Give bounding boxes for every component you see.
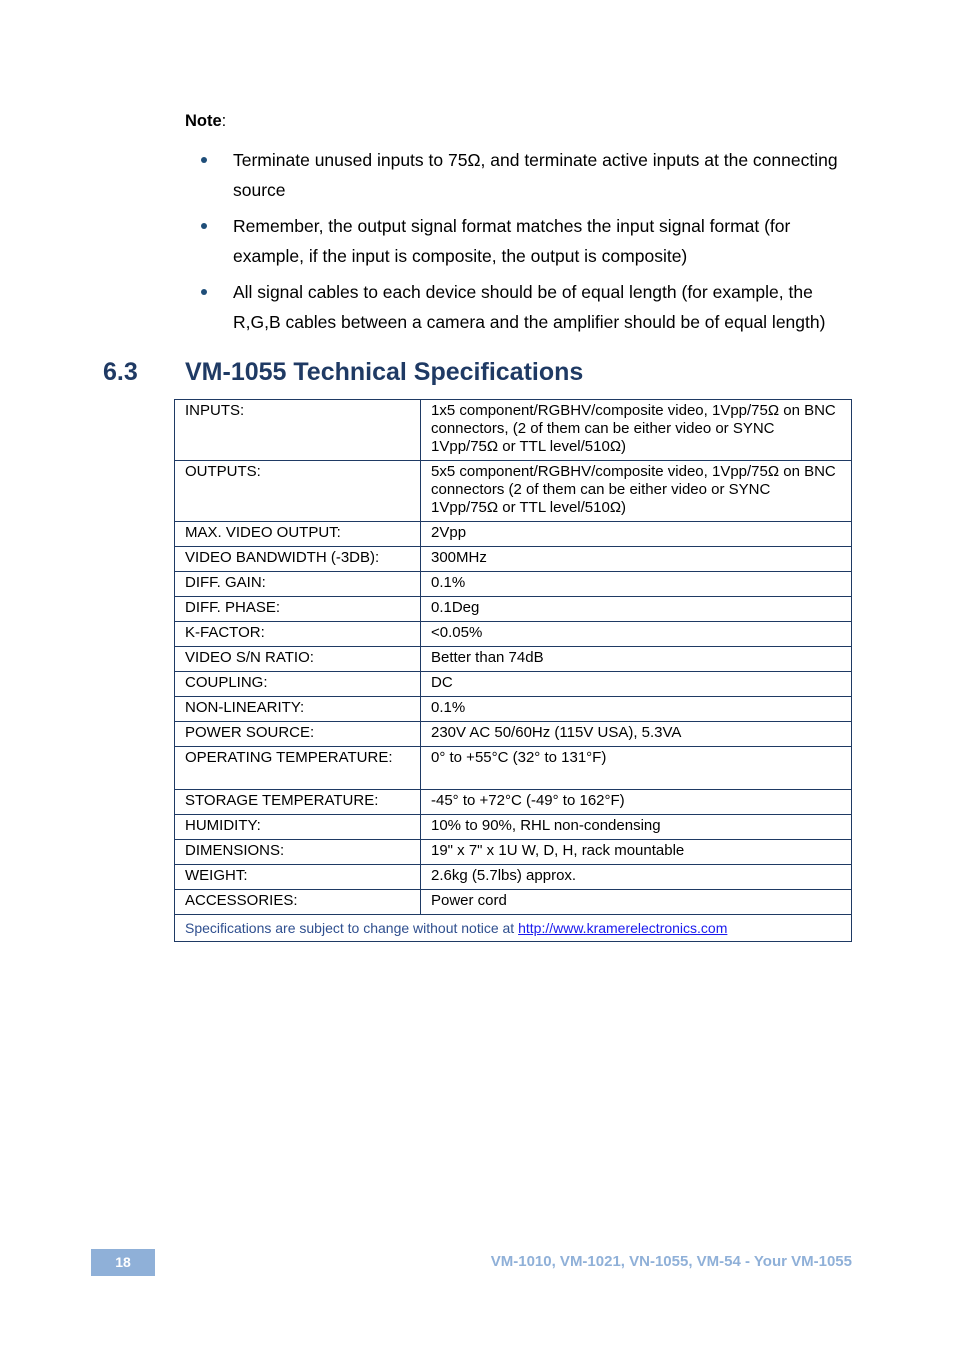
table-row: INPUTS: 1x5 component/RGBHV/composite video, 1Vpp/75Ω on BNC connectors, (2 of them can be either video or SYNC 1Vpp/75Ω or TTL level/510Ω)	[175, 400, 852, 461]
kramer-website-link[interactable]: http://www.kramerelectronics.com	[518, 920, 728, 936]
table-row: OUTPUTS: 5x5 component/RGBHV/composite video, 1Vpp/75Ω on BNC connectors (2 of them can be either video or SYNC 1Vpp/75Ω or TTL level/510Ω)	[175, 461, 852, 522]
bullet-icon	[201, 289, 207, 295]
page-number: 18	[91, 1249, 155, 1276]
table-row: VIDEO BANDWIDTH (-3DB): 300MHz	[175, 547, 852, 572]
table-row: MAX. VIDEO OUTPUT: 2Vpp	[175, 522, 852, 547]
table-row: POWER SOURCE: 230V AC 50/60Hz (115V USA), 5.3VA	[175, 722, 852, 747]
table-row: COUPLING: DC	[175, 672, 852, 697]
table-row: VIDEO S/N RATIO: Better than 74dB	[175, 647, 852, 672]
table-row: NON-LINEARITY: 0.1%	[175, 697, 852, 722]
footer-title: VM-1010, VM-1021, VN-1055, VM-54 - Your VM-1055	[490, 1253, 852, 1270]
table-row: HUMIDITY: 10% to 90%, RHL non-condensing	[175, 815, 852, 840]
section-heading: 6.3 VM-1055 Technical Specifications	[103, 358, 584, 386]
table-row: DIFF. PHASE: 0.1Deg	[175, 597, 852, 622]
table-row: DIMENSIONS: 19" x 7" x 1U W, D, H, rack mountable	[175, 840, 852, 865]
table-footnote-row	[175, 915, 852, 942]
footnote: Specifications are subject to change without notice at http://www.kramerelectronics.com	[175, 915, 852, 942]
table-row: DIFF. GAIN: 0.1%	[175, 572, 852, 597]
list-item: Terminate unused inputs to 75Ω, and terminate active inputs at the connecting source	[185, 145, 865, 205]
list-item: Remember, the output signal format matches the input signal format (for example, if the input is composite, the output is composite)	[185, 211, 865, 271]
bullet-icon	[201, 157, 207, 163]
table-row: OPERATING TEMPERATURE: 0° to +55°C (32° to 131°F)	[175, 747, 852, 790]
table-row: K-FACTOR: <0.05%	[175, 622, 852, 647]
note-label: Note:	[185, 112, 227, 130]
table-row: STORAGE TEMPERATURE: -45° to +72°C (-49° to 162°F)	[175, 790, 852, 815]
list-item: All signal cables to each device should be of equal length (for example, the R,G,B cables between a camera and the amplifier should be of equal length)	[185, 277, 865, 337]
table-row: ACCESSORIES: Power cord	[175, 890, 852, 915]
table-row: WEIGHT: 2.6kg (5.7lbs) approx.	[175, 865, 852, 890]
note-bullet-list	[185, 145, 865, 343]
specifications-table	[174, 399, 852, 942]
bullet-icon	[201, 223, 207, 229]
